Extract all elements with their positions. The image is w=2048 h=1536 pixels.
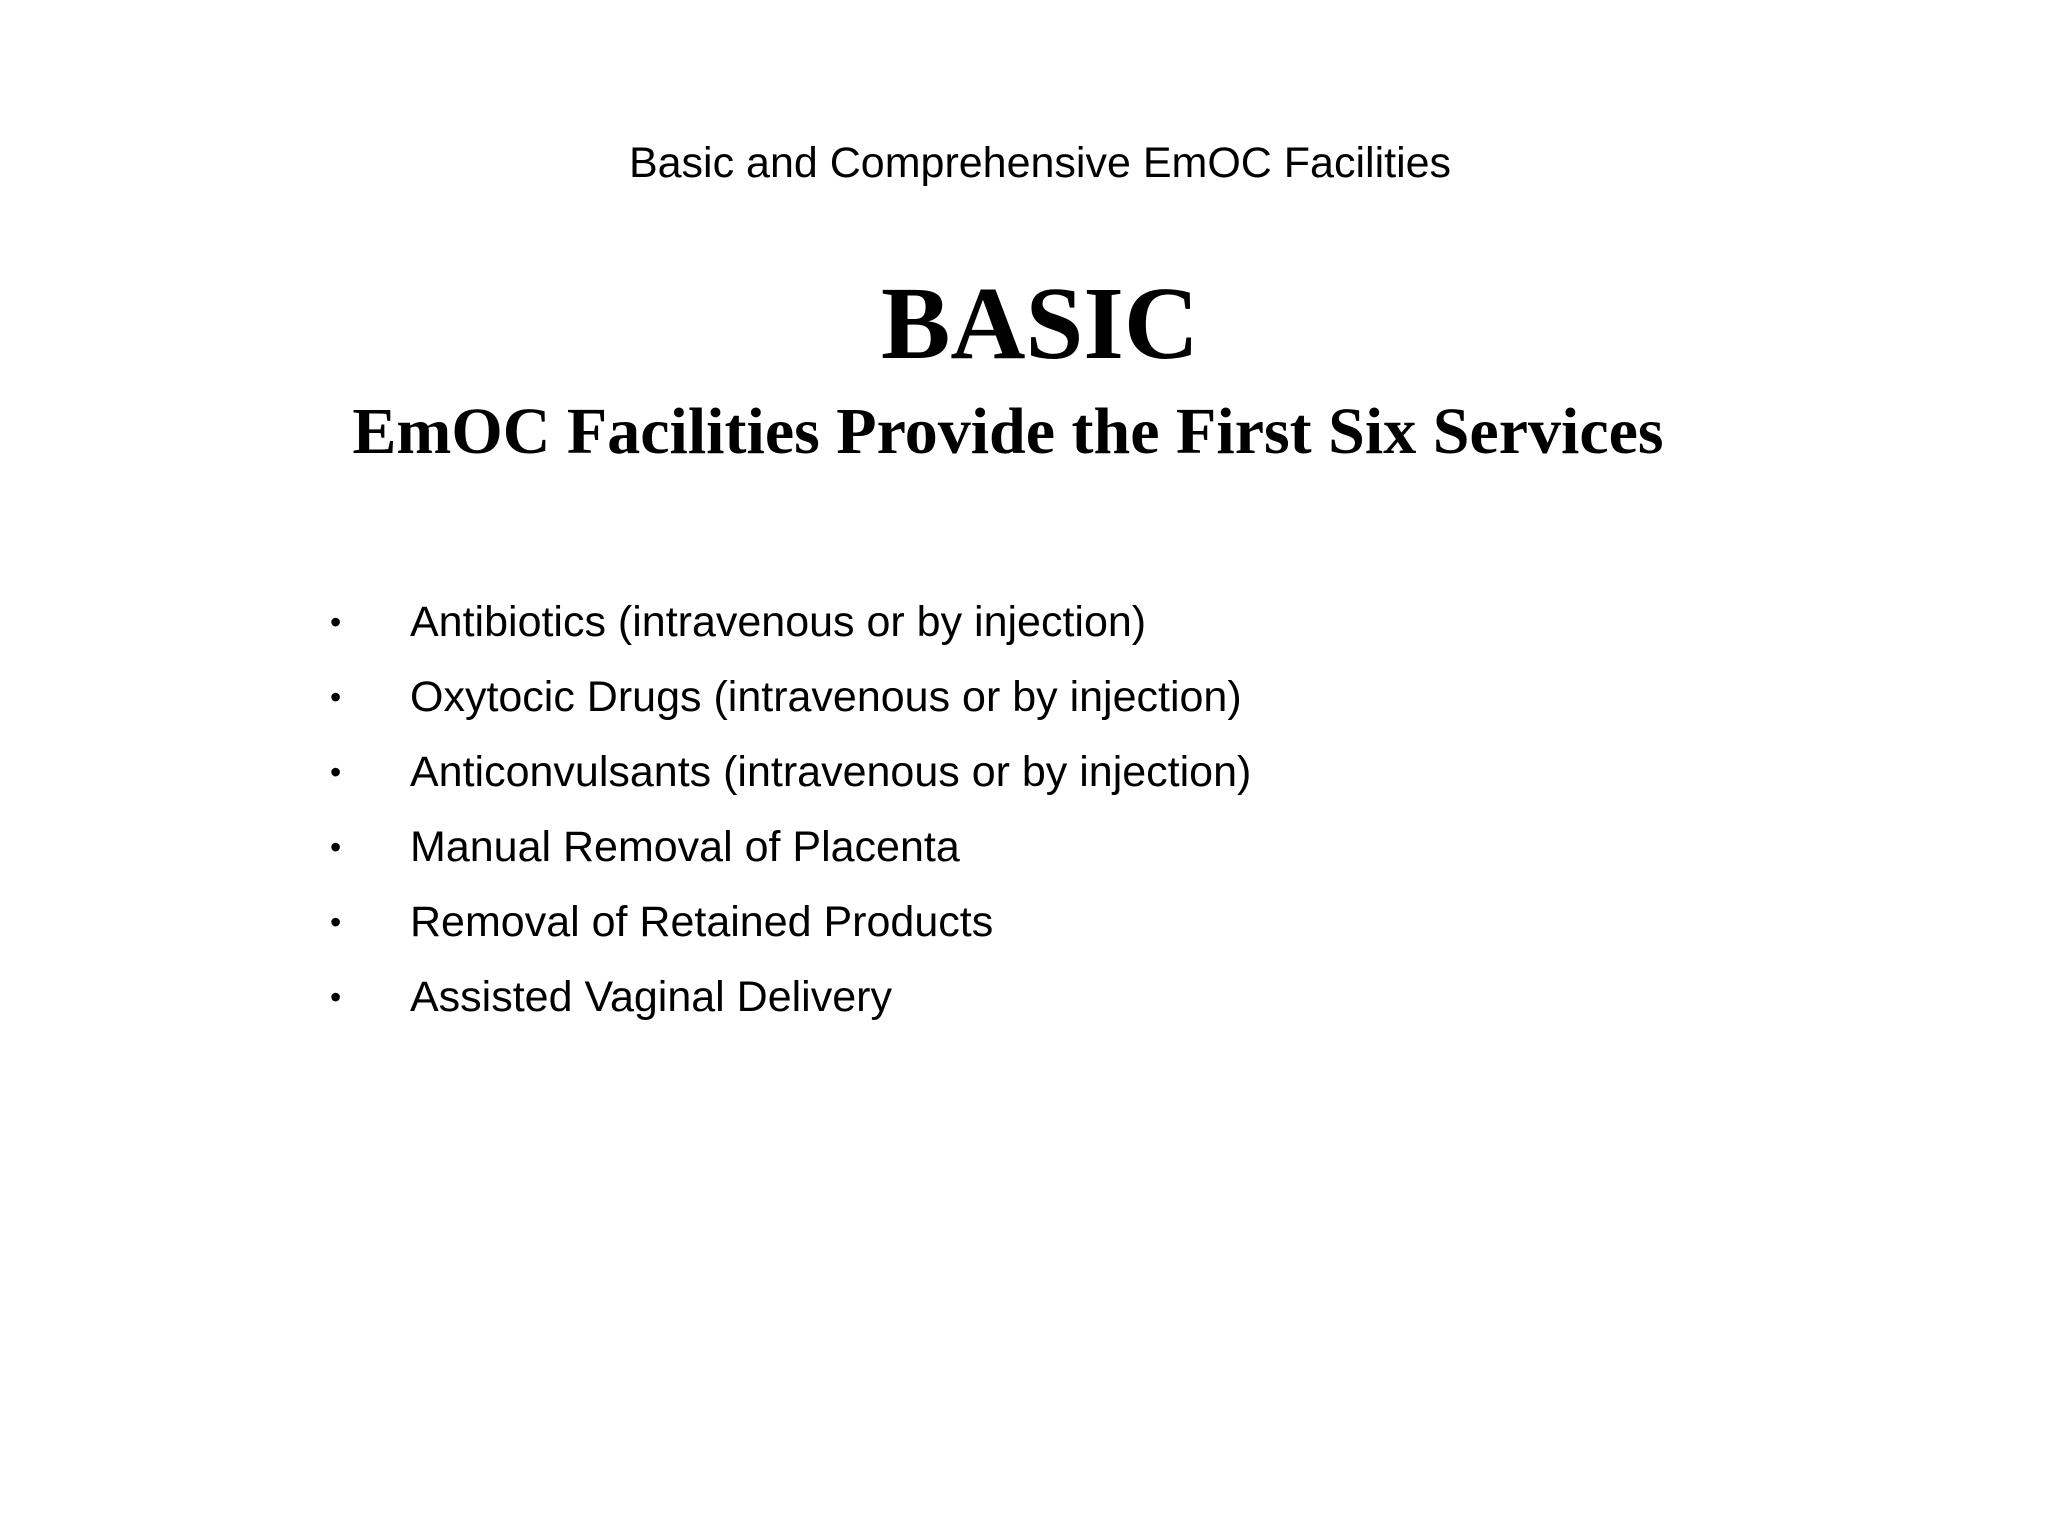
- section-heading: BASIC: [881, 266, 1199, 381]
- service-label: Oxytocic Drugs (intravenous or by injection): [410, 673, 1242, 721]
- bullet-icon: •: [330, 754, 342, 790]
- bullet-icon: •: [330, 904, 342, 940]
- bullet-icon: •: [330, 679, 342, 715]
- service-label: Assisted Vaginal Delivery: [410, 973, 892, 1021]
- service-label: Anticonvulsants (intravenous or by injection): [410, 748, 1252, 796]
- service-label: Removal of Retained Products: [410, 898, 994, 946]
- bullet-icon: •: [330, 829, 342, 865]
- service-label: Antibiotics (intravenous or by injection): [410, 598, 1147, 646]
- service-label: Manual Removal of Placenta: [410, 823, 960, 871]
- section-subheading: EmOC Facilities Provide the First Six Services: [352, 395, 1664, 468]
- bullet-icon: •: [330, 604, 342, 640]
- bullet-icon: •: [330, 979, 342, 1015]
- slide-title: Basic and Comprehensive EmOC Facilities: [628, 139, 1452, 187]
